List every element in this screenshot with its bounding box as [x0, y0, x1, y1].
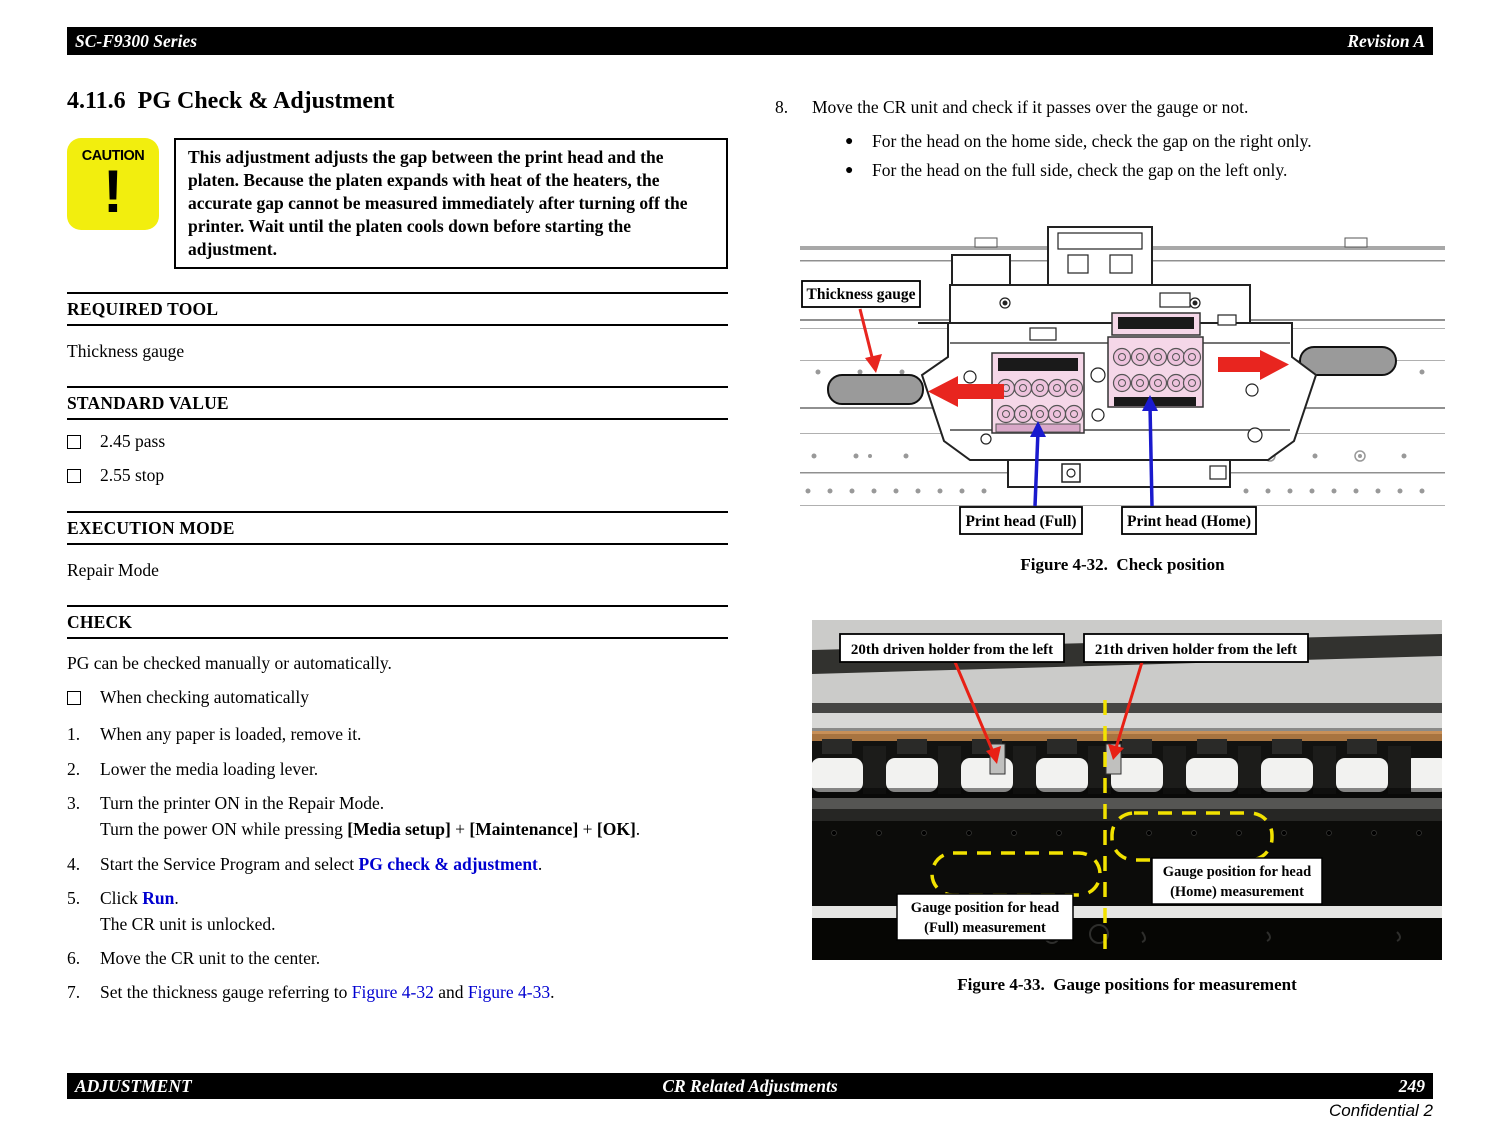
link-run[interactable]: Run	[142, 888, 175, 909]
step-number: 3.	[67, 793, 81, 814]
step-text: Move the CR unit and check if it passes over the gauge or not.	[812, 97, 1249, 117]
link-figure-4-33[interactable]: Figure 4-33	[467, 982, 551, 1003]
bullet-icon: ●	[845, 134, 854, 150]
step-text: Click Run. The CR unit is unlocked.	[100, 888, 728, 935]
step-number: 8.	[775, 97, 789, 117]
step-text: Move the CR unit to the center.	[100, 947, 321, 968]
pinch-rollers	[812, 739, 1442, 794]
holder21-label: 21th driven holder from the left	[1094, 642, 1298, 658]
print-head-home	[1108, 313, 1203, 407]
step-3	[67, 793, 728, 840]
step-7	[67, 982, 728, 1003]
step-text: Lower the media loading lever.	[100, 758, 319, 779]
bullet-text: For the head on the full side, check the gap on the left only.	[872, 159, 1288, 180]
checkbox-icon	[67, 469, 81, 483]
thickness-gauge-label: Thickness gauge	[806, 286, 916, 303]
gauge-full-label-line2: (Full) measurement	[924, 920, 1046, 936]
standard-value-label: 2.55 stop	[100, 465, 165, 486]
check-auto-label: When checking automatically	[100, 687, 309, 708]
confidential-note: Confidential 2	[1329, 1101, 1433, 1120]
right-column	[775, 97, 1447, 994]
heading-execution-mode: EXECUTION MODE	[67, 511, 728, 545]
check-auto-item	[67, 687, 728, 708]
gauge-full-label-line1: Gauge position for head	[910, 900, 1060, 916]
gauge-home-label-line2: (Home) measurement	[1170, 884, 1304, 900]
link-figure-4-32[interactable]: Figure 4-32	[351, 982, 434, 1003]
step-line: Turn the printer ON in the Repair Mode.	[100, 793, 385, 814]
caution-text: This adjustment adjusts the gap between the print head and the platen. Because the platen expands with heat of the heaters, the accurate gap cannot be measured immediately after turning off the printer. Wait until the platen cools down before starting the adjustment.	[174, 138, 728, 269]
step-text: Set the thickness gauge referring to Figure 4-32 and Figure 4-33.	[100, 982, 555, 1003]
step-8	[775, 97, 1447, 118]
step-2	[67, 759, 728, 780]
standard-value-label: 2.45 pass	[100, 431, 166, 452]
step-1	[67, 724, 728, 745]
caution-word: CAUTION	[81, 148, 145, 164]
step-continuation: Turn the power ON while pressing [Media setup] + [Maintenance] + [OK].	[100, 818, 641, 839]
step-number: 4.	[67, 853, 81, 874]
figure-4-33-photo	[812, 620, 1442, 960]
caution-icon	[67, 138, 159, 230]
figure-4-33-caption: Figure 4-33. Gauge positions for measurement	[957, 975, 1297, 994]
exclamation-icon: !	[103, 158, 123, 225]
step-6	[67, 948, 728, 969]
bullet-icon: ●	[845, 162, 854, 178]
required-tool-body: Thickness gauge	[67, 341, 185, 362]
bullet-item	[775, 158, 1447, 183]
key-maintenance: [Maintenance]	[469, 818, 579, 839]
step-number: 6.	[67, 947, 81, 968]
bullet-item	[775, 129, 1447, 154]
key-media-setup: [Media setup]	[347, 818, 451, 839]
footer-chapter: CR Related Adjustments	[662, 1075, 838, 1096]
step-text: Start the Service Program and select PG check & adjustment.	[100, 853, 543, 874]
standard-value-item	[67, 465, 728, 486]
standard-value-item	[67, 431, 728, 452]
thickness-gauge-arrowhead	[865, 354, 882, 373]
figure-4-32-caption: Figure 4-32. Check position	[1020, 555, 1225, 574]
caution-block	[67, 138, 728, 269]
step-number: 5.	[67, 888, 81, 909]
thickness-gauge-right	[1300, 347, 1396, 375]
holder20-label: 20th driven holder from the left	[850, 642, 1054, 658]
step-4	[67, 854, 728, 875]
carriage-diagram	[800, 225, 1445, 545]
heading-required-tool: REQUIRED TOOL	[67, 292, 728, 326]
link-pg-check-adjustment[interactable]: PG check & adjustment	[358, 853, 538, 874]
rail-hole-row-dense	[806, 489, 1425, 494]
head-full-label: Print head (Full)	[965, 513, 1077, 530]
gauge-home-label-line1: Gauge position for head	[1162, 864, 1312, 880]
bullet-text: For the head on the home side, check the gap on the right only.	[872, 131, 1312, 152]
step-text: When any paper is loaded, remove it.	[100, 724, 362, 745]
section-title: 4.11.6 PG Check & Adjustment	[67, 88, 395, 114]
thickness-gauge-left	[828, 375, 923, 404]
thickness-gauge-arrow	[860, 309, 873, 361]
gauge-position-photo	[812, 620, 1442, 960]
page-footer-bar	[67, 1073, 1433, 1099]
figure-4-32-drawing	[800, 225, 1445, 545]
header-revision: Revision A	[1347, 30, 1425, 51]
execution-mode-body: Repair Mode	[67, 560, 159, 581]
step-number: 1.	[67, 724, 81, 745]
check-intro: PG can be checked manually or automatically.	[67, 653, 392, 674]
step-continuation: The CR unit is unlocked.	[100, 913, 276, 934]
footer-page-number: 249	[1398, 1075, 1425, 1096]
page-header-bar	[67, 27, 1433, 55]
heading-standard-value: STANDARD VALUE	[67, 386, 728, 420]
step-number: 2.	[67, 758, 81, 779]
step-5	[67, 888, 728, 935]
step-text	[100, 793, 728, 840]
checkbox-icon	[67, 691, 81, 705]
head-home-arrow	[1150, 405, 1152, 506]
step8-bullets	[775, 129, 1447, 183]
heading-check: CHECK	[67, 605, 728, 639]
footer-section: ADJUSTMENT	[75, 1075, 192, 1096]
checkbox-icon	[67, 435, 81, 449]
step-number: 7.	[67, 982, 81, 1003]
key-ok: [OK]	[596, 818, 636, 839]
header-series: SC-F9300 Series	[75, 30, 198, 51]
left-column	[67, 88, 728, 1004]
head-home-label: Print head (Home)	[1127, 513, 1251, 530]
